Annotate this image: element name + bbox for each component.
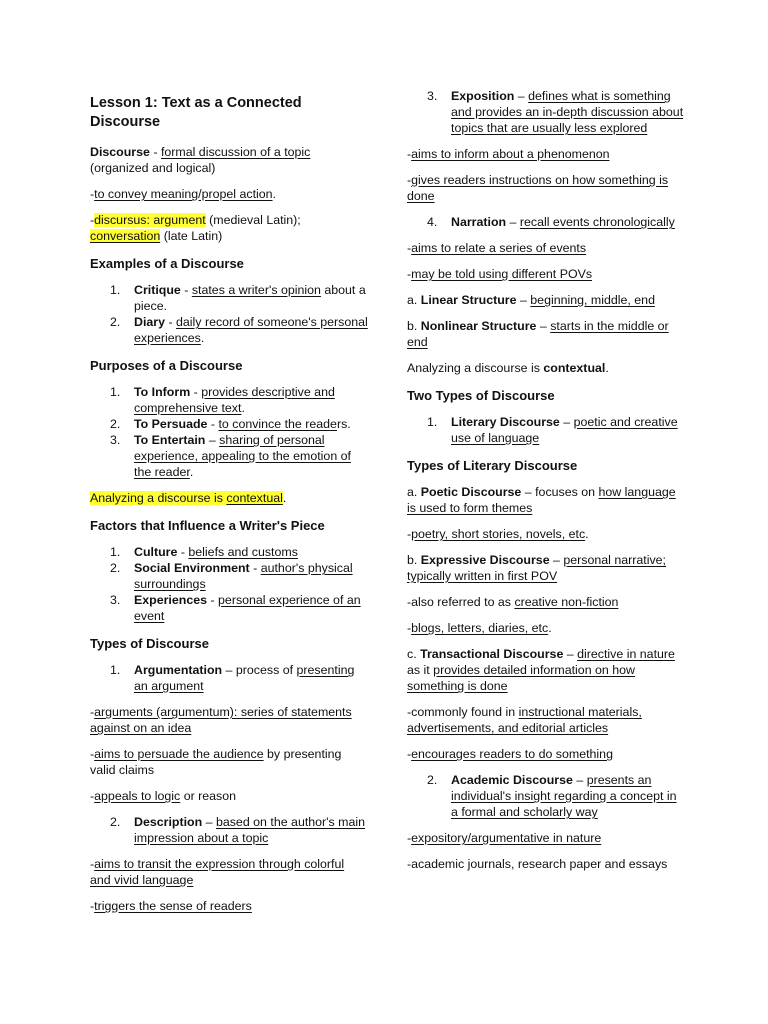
- list-item: 1. Argumentation – process of presenting an argument: [110, 663, 355, 693]
- argumentation-note-2: -aims to persuade the audience by presenting valid claims: [90, 747, 342, 777]
- literary-types-heading: Types of Literary Discourse: [407, 458, 578, 473]
- exposition-list: [407, 88, 685, 136]
- list-item: 2. Description – based on the author's main impression about a topic: [110, 815, 366, 845]
- list-item: 2. To Persuade - to convince the readers.: [110, 417, 351, 431]
- list-item: 1. Critique - states a writer's opinion about a piece.: [110, 283, 366, 313]
- academic-note-1: -expository/argumentative in nature: [407, 831, 602, 845]
- types-heading: Types of Discourse: [90, 636, 209, 651]
- list-item: 3. Experiences - personal experience of an event: [110, 593, 361, 623]
- expressive-discourse: b. Expressive Discourse – personal narrative; typically written in first POV: [407, 553, 666, 583]
- contextual-note-right: Analyzing a discourse is contextual.: [407, 361, 609, 375]
- list-item: 2. Academic Discourse – presents an individual's insight regarding a concept in a formal and scholarly way: [427, 773, 677, 819]
- list-item: 2. Social Environment - author's physical surroundings: [110, 561, 353, 591]
- purposes-list: [90, 384, 368, 480]
- description-note-1: -aims to transit the expression through colorful and vivid language: [90, 857, 345, 887]
- list-item: 2. Diary - daily record of someone's personal experiences.: [110, 315, 368, 345]
- list-item: 1. Literary Discourse – poetic and creative use of language: [427, 415, 678, 445]
- list-item: 1. Culture - beliefs and customs: [110, 545, 298, 559]
- poetic-note: -poetry, short stories, novels, etc.: [407, 527, 589, 541]
- factors-list: [90, 544, 368, 624]
- list-item: 1. To Inform - provides descriptive and comprehensive text.: [110, 385, 335, 415]
- exposition-note-1: -aims to inform about a phenomenon: [407, 147, 610, 161]
- transactional-discourse: c. Transactional Discourse – directive in nature as it provides detailed information on how something is done: [407, 647, 675, 693]
- transactional-note-1: -commonly found in instructional materials, advertisements, and editorial articles: [407, 705, 642, 735]
- description-note-2: -triggers the sense of readers: [90, 899, 252, 913]
- description-list: [90, 814, 368, 846]
- nonlinear-structure: b. Nonlinear Structure – starts in the middle or end: [407, 319, 669, 349]
- narration-note-2: -may be told using different POVs: [407, 267, 593, 281]
- list-item: 3. Exposition – defines what is something and provides an in-depth discussion about topics that are usually less explored: [427, 89, 684, 135]
- narration-list: [407, 214, 685, 230]
- contextual-note: Analyzing a discourse is contextual.: [90, 491, 287, 505]
- argumentation-note-1: -arguments (argumentum): series of statements against on an idea: [90, 705, 352, 735]
- factors-heading: Factors that Influence a Writer's Piece: [90, 518, 325, 533]
- poetic-discourse: a. Poetic Discourse – focuses on how language is used to form themes: [407, 485, 676, 515]
- left-column: [90, 88, 368, 924]
- linear-structure: a. Linear Structure – beginning, middle, end: [407, 293, 655, 307]
- examples-heading: Examples of a Discourse: [90, 256, 244, 271]
- argumentation-note-3: -appeals to logic or reason: [90, 789, 237, 803]
- list-item: 3. To Entertain – sharing of personal experience, appealing to the emotion of the reader.: [110, 433, 351, 479]
- argumentation-list: [90, 662, 368, 694]
- transactional-note-2: -encourages readers to do something: [407, 747, 613, 761]
- purposes-heading: Purposes of a Discourse: [90, 358, 243, 373]
- list-item: 4. Narration – recall events chronologically: [427, 215, 675, 229]
- expressive-note-1: -also referred to as creative non-fiction: [407, 595, 619, 609]
- exposition-note-2: -gives readers instructions on how something is done: [407, 173, 669, 203]
- discourse-definition: Discourse - formal discussion of a topic (organized and logical): [90, 145, 311, 175]
- narration-note-1: -aims to relate a series of events: [407, 241, 587, 255]
- purpose-line: -to convey meaning/propel action.: [90, 187, 276, 201]
- right-column: [407, 88, 685, 882]
- page-title: Lesson 1: Text as a Connected Discourse: [90, 95, 302, 130]
- two-types-heading: Two Types of Discourse: [407, 388, 555, 403]
- expressive-note-2: -blogs, letters, diaries, etc.: [407, 621, 552, 635]
- academic-list: [407, 772, 685, 820]
- academic-note-2: -academic journals, research paper and essays: [407, 857, 668, 871]
- latin-origin: -discursus: argument (medieval Latin); conversation (late Latin): [90, 213, 301, 243]
- literary-list: [407, 414, 685, 446]
- examples-list: [90, 282, 368, 346]
